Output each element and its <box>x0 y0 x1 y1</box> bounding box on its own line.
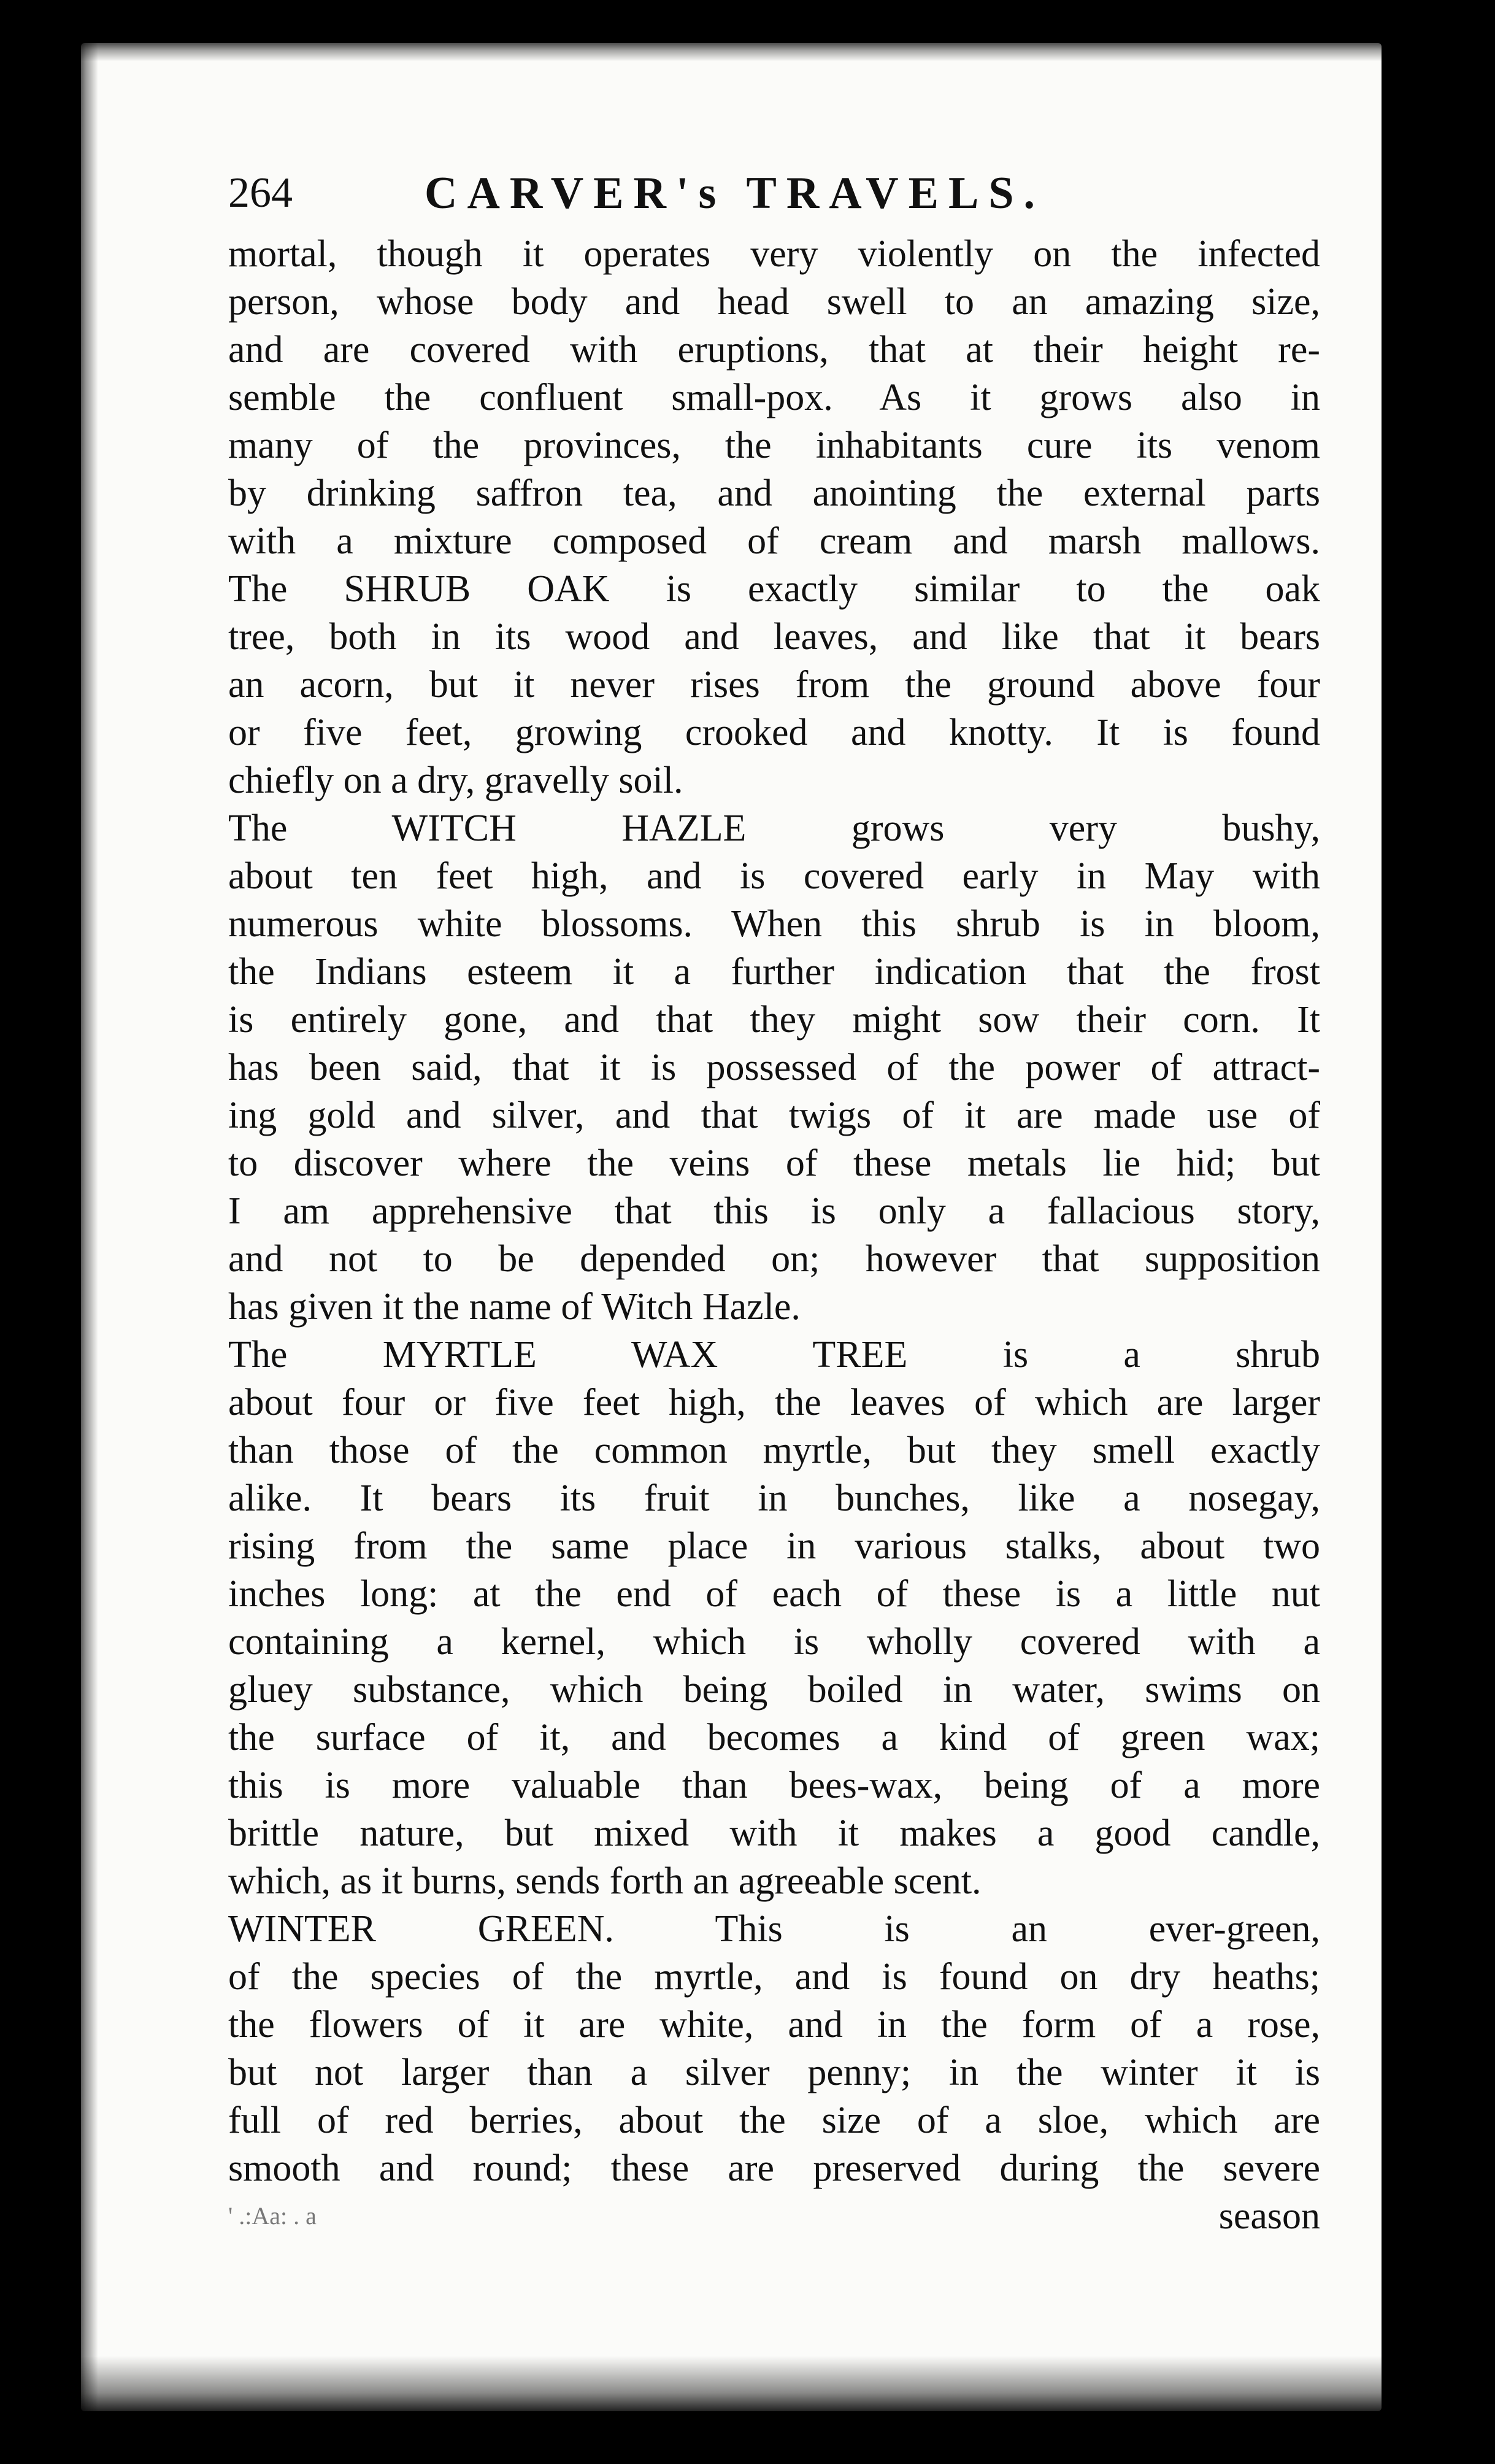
text-line: brittle nature, but mixed with it makes a good candle, <box>228 1812 1320 1854</box>
text-line: with a mixture composed of cream and marsh mallows. <box>228 520 1320 562</box>
text-line: to discover where the veins of these metals lie hid; but <box>228 1142 1320 1184</box>
scan-edge-left <box>74 37 98 2417</box>
text-line: which, as it burns, sends forth an agreeable scent. <box>228 1860 982 1902</box>
scan-edge-top <box>81 37 1382 61</box>
text-line: The SHRUB OAK is exactly similar to the oak <box>228 568 1320 610</box>
text-line: inches long: at the end of each of these is a little nut <box>228 1573 1320 1615</box>
text-line: an acorn, but it never rises from the ground above four <box>228 664 1320 706</box>
text-line: than those of the common myrtle, but they smell exactly <box>228 1430 1320 1471</box>
text-line: many of the provinces, the inhabitants cure its venom <box>228 425 1320 466</box>
text-line: ing gold and silver, and that twigs of it are made use of <box>228 1095 1320 1136</box>
binding-shadow <box>1388 49 1435 2442</box>
text-line: has given it the name of Witch Hazle. <box>228 1286 801 1328</box>
text-line: The MYRTLE WAX TREE is a shrub <box>228 1334 1320 1376</box>
scan-edge-bottom <box>81 2356 1382 2417</box>
catchword-line <box>228 2192 1320 2240</box>
text-line: tree, both in its wood and leaves, and like that it bears <box>228 616 1320 658</box>
text-line: full of red berries, about the size of a sloe, which are <box>228 2100 1320 2141</box>
text-line: WINTER GREEN. This is an ever-green, <box>228 1908 1320 1950</box>
text-line: the Indians esteem it a further indication that the frost <box>228 951 1320 993</box>
page-number: 264 <box>228 169 293 217</box>
text-line: The WITCH HAZLE grows very bushy, <box>228 807 1320 849</box>
text-line: but not larger than a silver penny; in the winter it is <box>228 2052 1320 2093</box>
running-title: CARVER's TRAVELS. <box>425 168 1045 218</box>
text-line: or five feet, growing crooked and knotty. It is found <box>228 712 1320 753</box>
text-line: the flowers of it are white, and in the form of a rose, <box>228 2004 1320 2046</box>
text-line: person, whose body and head swell to an amazing size, <box>228 281 1320 323</box>
text-line: this is more valuable than bees-wax, being of a more <box>228 1765 1320 1806</box>
text-line: is entirely gone, and that they might sow their corn. It <box>228 999 1320 1041</box>
catchword: season <box>1218 2195 1320 2237</box>
text-line: semble the confluent small-pox. As it grows also in <box>228 377 1320 418</box>
page-text <box>228 156 1320 2240</box>
text-line: about ten feet high, and is covered early in May with <box>228 855 1320 897</box>
text-line: the surface of it, and becomes a kind of green wax; <box>228 1717 1320 1758</box>
text-line: chiefly on a dry, gravelly soil. <box>228 760 683 801</box>
text-line: numerous white blossoms. When this shrub is in bloom, <box>228 903 1320 945</box>
text-line: mortal, though it operates very violently on the infected <box>228 233 1320 275</box>
text-line: containing a kernel, which is wholly covered with a <box>228 1621 1320 1663</box>
text-line: of the species of the myrtle, and is found on dry heaths; <box>228 1956 1320 1998</box>
text-line: alike. It bears its fruit in bunches, like a nosegay, <box>228 1477 1320 1519</box>
text-line: about four or five feet high, the leaves of which are larger <box>228 1382 1320 1423</box>
text-line: and not to be depended on; however that supposition <box>228 1238 1320 1280</box>
text-line: rising from the same place in various stalks, about two <box>228 1525 1320 1567</box>
ink-smudge: ' .:Aa: . a <box>228 2202 317 2230</box>
running-head <box>228 156 1320 230</box>
text-line: gluey substance, which being boiled in water, swims on <box>228 1669 1320 1711</box>
text-line: smooth and round; these are preserved during the severe <box>228 2147 1320 2189</box>
text-line: by drinking saffron tea, and anointing the external parts <box>228 472 1320 514</box>
text-line: I am apprehensive that this is only a fallacious story, <box>228 1190 1320 1232</box>
text-line: and are covered with eruptions, that at their height re- <box>228 329 1320 371</box>
text-line: has been said, that it is possessed of the power of attract- <box>228 1047 1320 1088</box>
